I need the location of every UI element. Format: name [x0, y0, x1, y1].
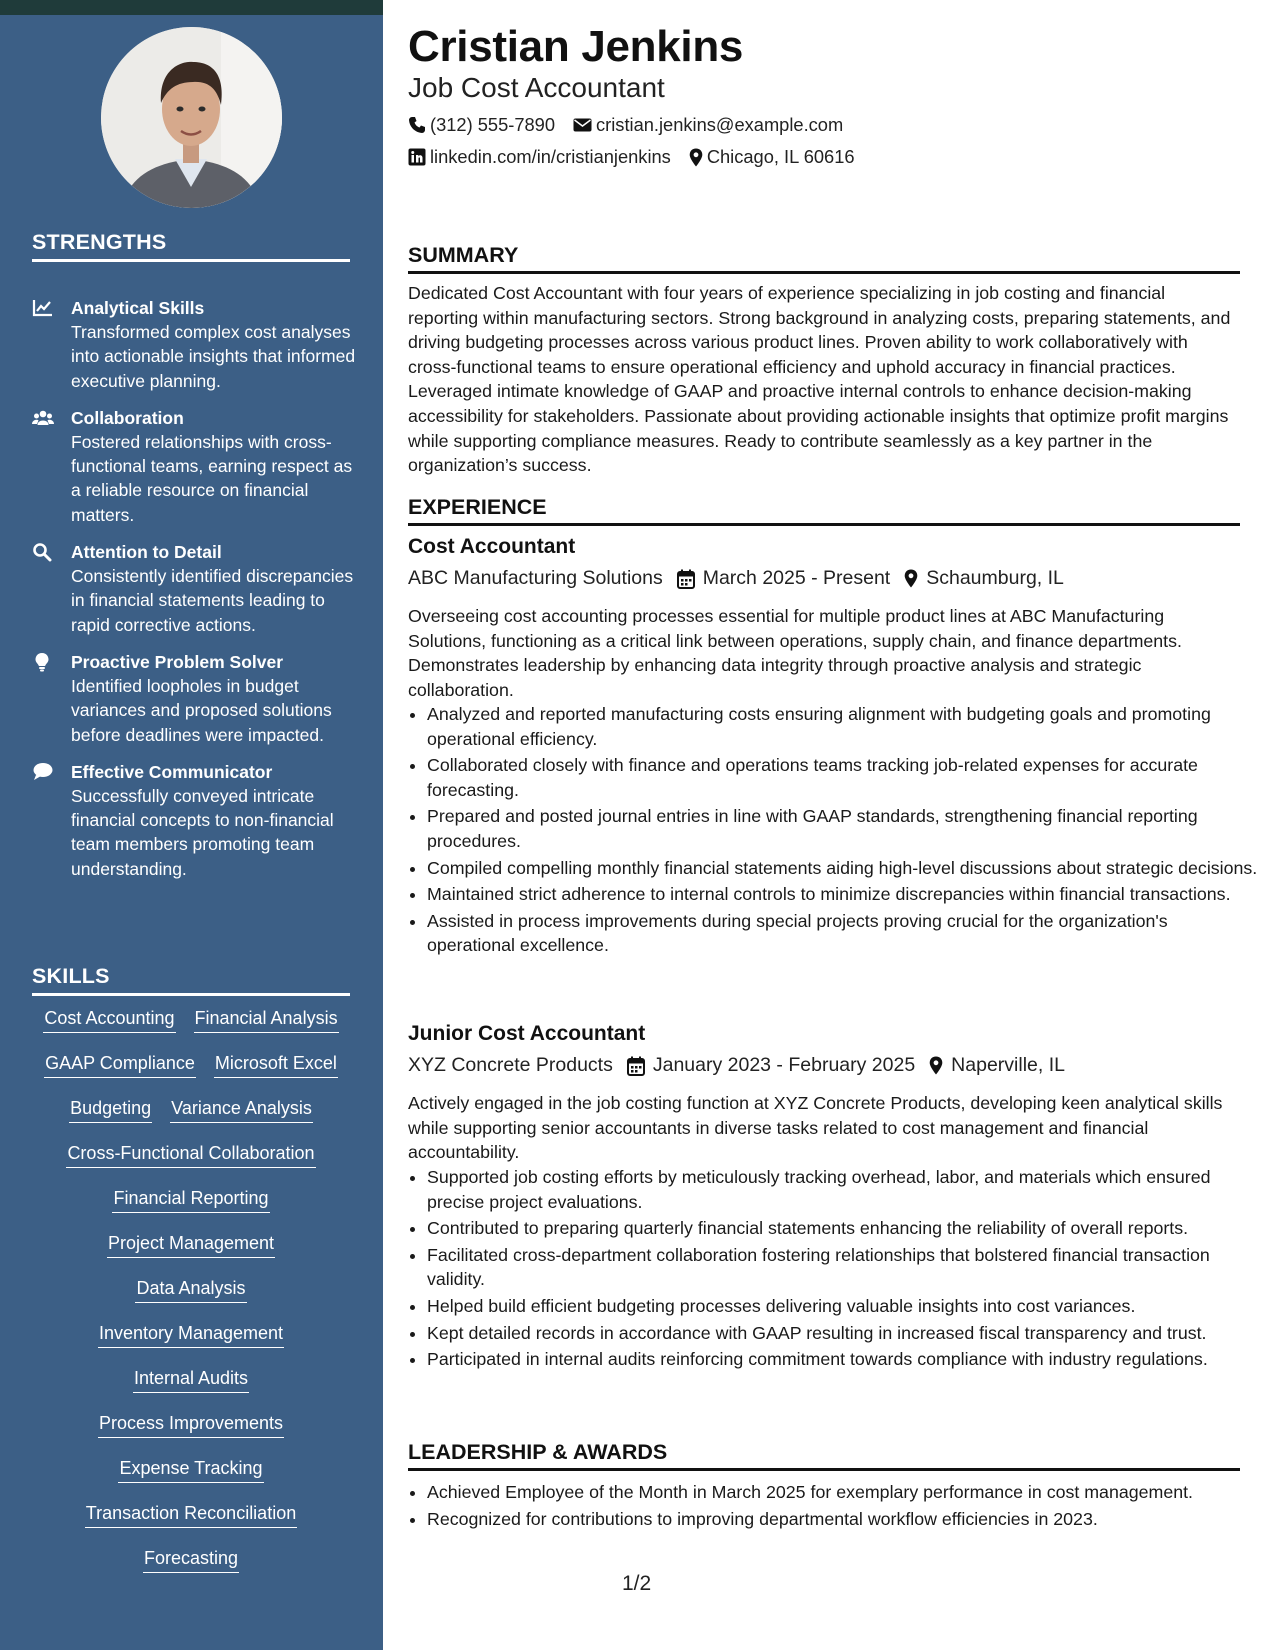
bullet-item: • Collaborated closely with finance and operations teams tracking job-related expenses for accurate forecasting.: [427, 753, 1259, 802]
email-contact[interactable]: [573, 114, 843, 136]
skill-tag: Variance Analysis: [170, 1096, 313, 1123]
phone-contact[interactable]: [408, 114, 555, 136]
strength-description: Successfully conveyed intricate financial concepts to non-financial team members promoting team understanding.: [71, 785, 334, 879]
bullet-item: • Participated in internal audits reinforcing commitment towards compliance with industry regulations.: [427, 1347, 1259, 1372]
location-contact: [689, 146, 855, 168]
map-pin-icon: [904, 569, 918, 588]
candidate-title: Job Cost Accountant: [408, 72, 665, 103]
job-meta: [408, 567, 1078, 590]
skill-tag: Forecasting: [143, 1546, 239, 1573]
page-number: 1/2: [622, 1572, 652, 1595]
map-pin-icon: [929, 1056, 943, 1075]
skills-list: [32, 1006, 350, 1591]
job-dates-text: January 2023 - February 2025: [652, 1054, 916, 1076]
job-dates: [627, 1054, 915, 1077]
avatar-portrait: [101, 27, 282, 208]
skill-tag: Cost Accounting: [43, 1006, 175, 1033]
strength-item: [32, 296, 362, 393]
job-description: Overseeing cost accounting processes essential for multiple product lines at ABC Manufacturing Solutions, functioning as a critical link between operations, supply chain, and finance departments. Demonstrates leadership by enhancing data integrity through proactive analysis and strategic collaboration.: [408, 606, 1182, 700]
skill-tag: Transaction Reconciliation: [85, 1501, 297, 1528]
candidate-name: Cristian Jenkins: [408, 22, 744, 71]
bullet-item: • Supported job costing efforts by meticulously tracking overhead, labor, and materials which ensured precise project evaluations.: [427, 1165, 1259, 1214]
skill-tag: Expense Tracking: [118, 1456, 263, 1483]
job-title: Cost Accountant: [408, 535, 576, 558]
linkedin-icon: [408, 148, 426, 166]
strengths-list: [32, 296, 362, 894]
summary-heading: SUMMARY: [408, 243, 1240, 274]
strength-item: [32, 760, 362, 881]
lightbulb-icon: [32, 652, 54, 672]
job-location-text: Naperville, IL: [951, 1054, 1065, 1076]
phone-icon: [408, 116, 426, 134]
sidebar-top-bar: [0, 0, 383, 15]
job-meta: [408, 1054, 1079, 1077]
strength-description: Consistently identified discrepancies in financial statements leading to rapid corrective actions.: [71, 566, 354, 635]
email-text: cristian.jenkins@example.com: [596, 114, 844, 135]
contact-row: [408, 114, 861, 136]
job-company: ABC Manufacturing Solutions: [408, 567, 663, 589]
job-company: XYZ Concrete Products: [408, 1054, 613, 1076]
skill-tag: Data Analysis: [135, 1276, 246, 1303]
job-dates-text: March 2025 - Present: [702, 567, 891, 589]
strength-title: Attention to Detail: [71, 542, 222, 563]
comment-icon: [32, 762, 54, 782]
envelope-icon: [573, 117, 592, 133]
job-title: Junior Cost Accountant: [408, 1022, 646, 1045]
award-item: • Achieved Employee of the Month in March 2025 for exemplary performance in cost management.: [427, 1480, 1259, 1505]
job-bullets: [408, 1165, 1259, 1374]
job-location: [904, 567, 1064, 590]
job-location-text: Schaumburg, IL: [926, 567, 1064, 589]
awards-heading: LEADERSHIP & AWARDS: [408, 1440, 1240, 1471]
bullet-item: • Facilitated cross-department collaboration fostering relationships that bolstered financial transaction validity.: [427, 1243, 1259, 1292]
bullet-item: • Prepared and posted journal entries in line with GAAP standards, strengthening financial reporting procedures.: [427, 804, 1259, 853]
strengths-heading: STRENGTHS: [32, 230, 350, 262]
bullet-item: • Assisted in process improvements during special projects proving crucial for the organization's operational excellence.: [427, 909, 1259, 958]
bullet-item: • Contributed to preparing quarterly financial statements enhancing the reliability of overall reports.: [427, 1216, 1259, 1241]
skills-heading: SKILLS: [32, 964, 350, 996]
job-description: Actively engaged in the job costing function at XYZ Concrete Products, developing keen analytical skills while supporting senior accountants in diverse tasks related to cost management and financial accountability.: [408, 1093, 1223, 1163]
skill-tag: Internal Audits: [133, 1366, 249, 1393]
strength-item: [32, 540, 362, 637]
contact-row: [408, 146, 873, 168]
strength-title: Proactive Problem Solver: [71, 651, 284, 672]
skill-tag: Financial Reporting: [112, 1186, 269, 1213]
skill-tag: Budgeting: [69, 1096, 152, 1123]
strength-item: [32, 406, 362, 527]
location-text: Chicago, IL 60616: [706, 146, 855, 167]
strength-item: [32, 650, 362, 747]
linkedin-text: linkedin.com/in/cristianjenkins: [430, 146, 671, 167]
skill-tag: Financial Analysis: [194, 1006, 339, 1033]
map-pin-icon: [689, 148, 703, 167]
strength-title: Effective Communicator: [71, 761, 273, 782]
skill-tag: Cross-Functional Collaboration: [66, 1141, 315, 1168]
strength-description: Fostered relationships with cross-functional teams, earning respect as a reliable resource on financial matters.: [71, 431, 353, 525]
skill-tag: Project Management: [107, 1231, 275, 1258]
strength-title: Analytical Skills: [71, 298, 205, 318]
skill-tag: Microsoft Excel: [214, 1051, 338, 1078]
experience-heading: EXPERIENCE: [408, 495, 1240, 526]
job-bullets: [408, 702, 1259, 960]
phone-text: (312) 555-7890: [430, 114, 556, 135]
award-item: • Recognized for contributions to improving departmental workflow efficiencies in 2023.: [427, 1507, 1259, 1532]
users-icon: [32, 408, 54, 428]
bullet-item: • Analyzed and reported manufacturing costs ensuring alignment with budgeting goals and promoting operational efficiency.: [427, 702, 1259, 751]
strength-description: Identified loopholes in budget variances and proposed solutions before deadlines were impacted.: [71, 675, 332, 745]
bullet-item: • Maintained strict adherence to internal controls to minimize discrepancies within financial transactions.: [427, 882, 1259, 907]
chart-line-icon: [32, 298, 54, 318]
skill-tag: Process Improvements: [98, 1411, 284, 1438]
job-dates: [677, 567, 891, 590]
bullet-item: • Kept detailed records in accordance with GAAP resulting in increased fiscal transparency and trust.: [427, 1321, 1259, 1346]
strength-title: Collaboration: [71, 407, 184, 428]
skill-tag: GAAP Compliance: [44, 1051, 196, 1078]
strength-description: Transformed complex cost analyses into actionable insights that informed executive planning.: [71, 322, 356, 391]
search-icon: [32, 542, 54, 562]
avatar: [101, 27, 282, 208]
summary-text: Dedicated Cost Accountant with four years of experience specializing in job costing and financial reporting within manufacturing sectors. Strong background in analyzing costs, preparing statements, and driving budgeting processes across various product lines. Proven ability to work collaboratively with cross-functional teams to ensure operational efficiency and uphold accuracy in financial practices. Leveraged intimate knowledge of GAAP and proactive internal controls to enhance decision-making accessibility for stakeholders. Passionate about providing actionable insights that optimize profit margins while supporting compliance measures. Ready to contribute seamlessly as a key partner in the organization’s success.: [408, 283, 1231, 476]
sidebar: [0, 0, 383, 1650]
linkedin-contact[interactable]: [408, 146, 671, 168]
awards-list: [408, 1480, 1259, 1533]
skill-tag: Inventory Management: [98, 1321, 284, 1348]
bullet-item: • Compiled compelling monthly financial statements aiding high-level discussions about strategic decisions.: [427, 856, 1259, 881]
calendar-icon: [627, 1056, 645, 1076]
bullet-item: • Helped build efficient budgeting processes delivering valuable insights into cost variances.: [427, 1294, 1259, 1319]
calendar-icon: [677, 569, 695, 589]
job-location: [929, 1054, 1065, 1077]
